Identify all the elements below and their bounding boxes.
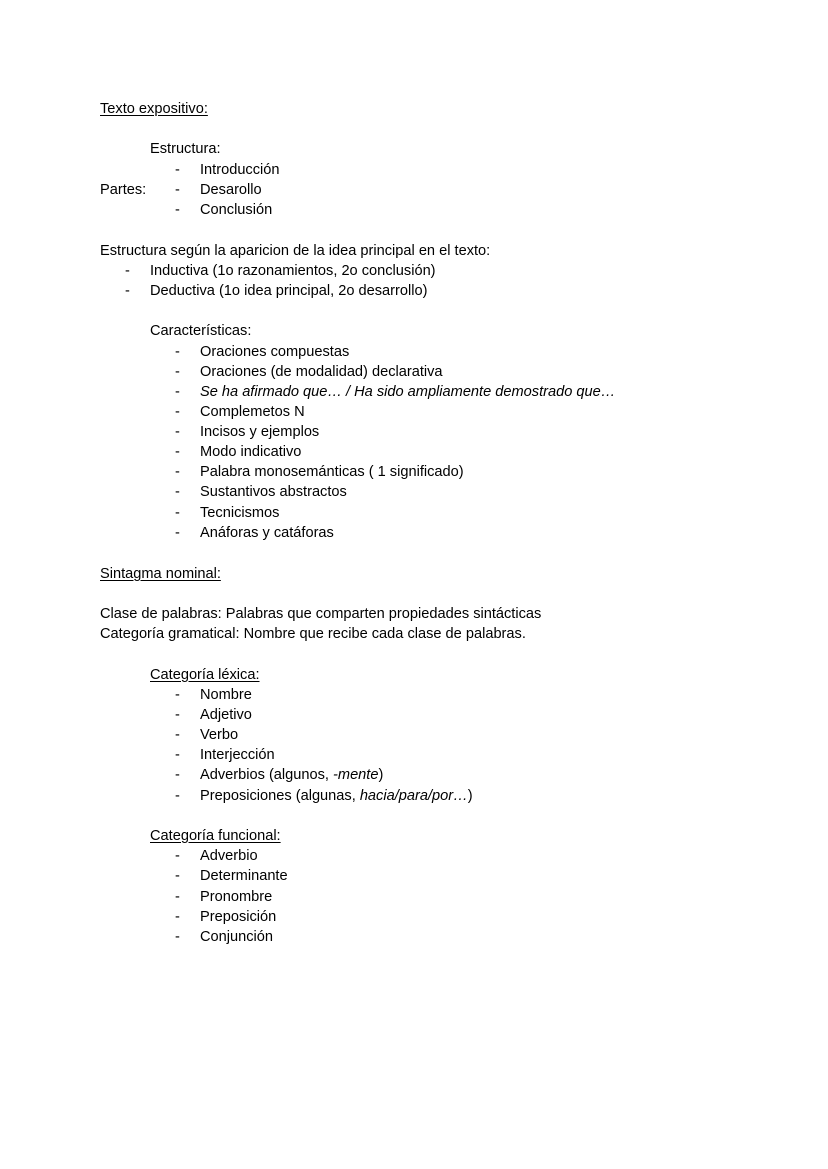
list-item-parte: Desarollo [200, 182, 262, 198]
bullet-dash: - [175, 868, 180, 884]
bullet-dash: - [175, 889, 180, 905]
bullet-dash: - [175, 747, 180, 763]
bullet-dash: - [175, 162, 180, 178]
bullet-dash: - [175, 424, 180, 440]
list-item-caracteristica: Anáforas y catáforas [200, 525, 334, 541]
categoria-lexica-heading: Categoría léxica: [150, 667, 260, 683]
list-item-parte: Introducción [200, 162, 280, 178]
list-item-lexica [200, 765, 383, 785]
idea-principal-line: Estructura según la aparicion de la idea principal en el texto: [100, 243, 491, 259]
bullet-dash: - [175, 848, 180, 864]
section-heading-texto-expositivo: Texto expositivo: [100, 101, 208, 117]
clase-palabras-line: Clase de palabras: Palabras que comparten propiedades sintácticas [100, 606, 542, 622]
bullet-dash: - [175, 182, 180, 198]
list-item-tipo: Inductiva (1o razonamientos, 2o conclusión) [150, 263, 436, 279]
list-item-parte: Conclusión [200, 202, 273, 218]
list-item-caracteristica: Complemetos N [200, 404, 305, 420]
bullet-dash: - [175, 444, 180, 460]
list-item-lexica: Verbo [200, 727, 239, 743]
categoria-funcional-heading: Categoría funcional: [150, 828, 281, 844]
bullet-dash: - [175, 727, 180, 743]
bullet-dash: - [175, 525, 180, 541]
bullet-dash: - [175, 707, 180, 723]
preposiciones-close: ) [467, 788, 473, 804]
adverbios-italic: -mente [333, 767, 379, 783]
adverbios-close: ) [378, 767, 384, 783]
bullet-dash: - [175, 909, 180, 925]
categoria-gramatical-line: Categoría gramatical: Nombre que recibe cada clase de palabras. [100, 626, 526, 642]
bullet-dash: - [175, 202, 180, 218]
list-item-caracteristica: Palabra monosemánticas ( 1 significado) [200, 464, 464, 480]
list-item-lexica: Interjección [200, 747, 275, 763]
preposiciones-italic: hacia/para/por… [359, 788, 468, 804]
bullet-dash: - [175, 767, 180, 783]
list-item-lexica [200, 786, 473, 806]
list-item-funcional: Preposición [200, 909, 277, 925]
bullet-dash: - [125, 283, 130, 299]
section-heading-sintagma-nominal: Sintagma nominal: [100, 566, 221, 582]
list-item-funcional: Adverbio [200, 848, 258, 864]
list-item-caracteristica: Se ha afirmado que… / Ha sido ampliamente demostrado que… [200, 384, 616, 400]
list-item-caracteristica: Tecnicismos [200, 505, 280, 521]
bullet-dash: - [175, 929, 180, 945]
bullet-dash: - [175, 505, 180, 521]
list-item-funcional: Determinante [200, 868, 288, 884]
list-item-lexica: Adjetivo [200, 707, 252, 723]
estructura-label: Estructura: [150, 141, 221, 157]
list-item-caracteristica: Modo indicativo [200, 444, 302, 460]
list-item-lexica: Nombre [200, 687, 252, 703]
list-item-tipo: Deductiva (1o idea principal, 2o desarrollo) [150, 283, 428, 299]
bullet-dash: - [125, 263, 130, 279]
adverbios-text: Adverbios (algunos, [200, 767, 334, 783]
list-item-caracteristica: Oraciones (de modalidad) declarativa [200, 364, 443, 380]
bullet-dash: - [175, 404, 180, 420]
list-item-caracteristica: Incisos y ejemplos [200, 424, 320, 440]
bullet-dash: - [175, 384, 180, 400]
list-item-caracteristica: Sustantivos abstractos [200, 484, 347, 500]
list-item-funcional: Conjunción [200, 929, 274, 945]
bullet-dash: - [175, 788, 180, 804]
caracteristicas-label: Características: [150, 323, 252, 339]
bullet-dash: - [175, 464, 180, 480]
preposiciones-text: Preposiciones (algunas, [200, 788, 360, 804]
bullet-dash: - [175, 484, 180, 500]
list-item-funcional: Pronombre [200, 889, 273, 905]
partes-label: Partes: [100, 182, 147, 198]
bullet-dash: - [175, 364, 180, 380]
bullet-dash: - [175, 344, 180, 360]
list-item-caracteristica: Oraciones compuestas [200, 344, 350, 360]
bullet-dash: - [175, 687, 180, 703]
